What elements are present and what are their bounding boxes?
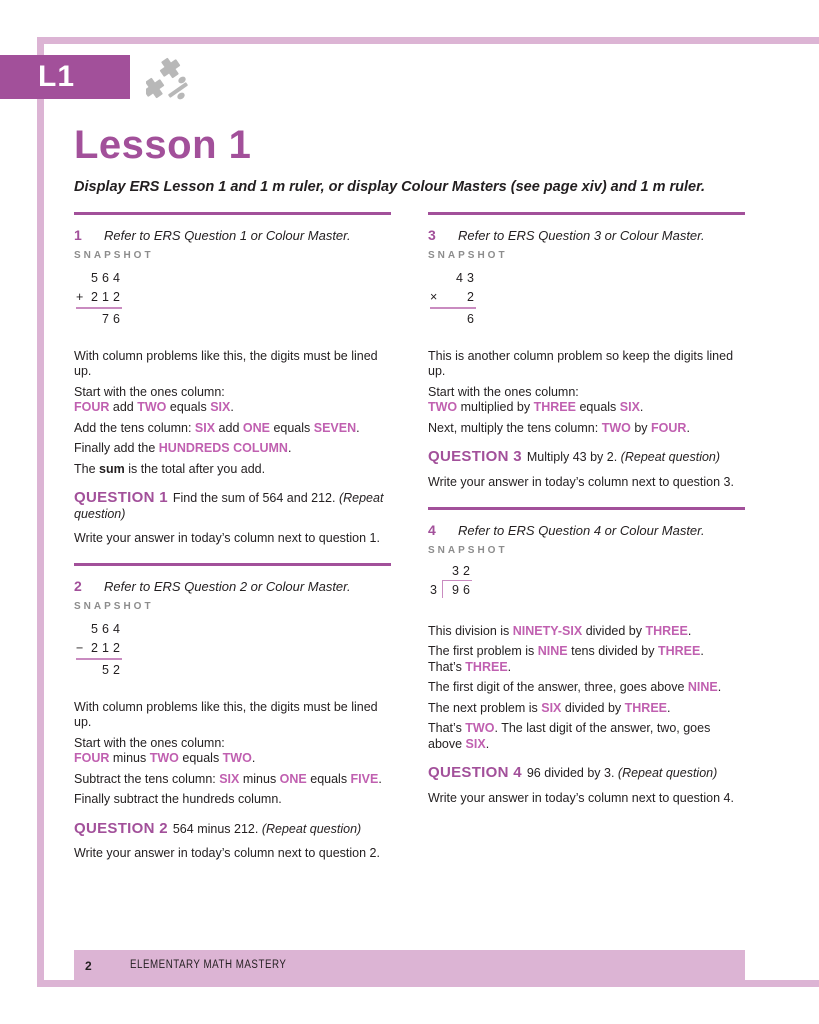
section-header [74, 227, 391, 243]
text-run: . [667, 700, 671, 715]
snapshot-label: SNAPSHOT [74, 250, 154, 261]
problem-result-row [76, 310, 122, 329]
digit: 4 [456, 271, 463, 285]
answer-line [430, 307, 476, 309]
operator-sign: + [76, 290, 84, 304]
highlighted-word: TWO [137, 400, 167, 414]
explanation-paragraph [74, 385, 391, 416]
text-run: tens divided by [567, 644, 658, 658]
section-header [428, 522, 745, 538]
answer-instruction: Write your answer in today’s column next to question 3. [428, 474, 734, 489]
question-text: 564 minus 212. [172, 821, 259, 836]
highlighted-word: TWO [601, 420, 631, 435]
text-run: . [485, 736, 490, 751]
question-label: QUESTION 2 [74, 819, 168, 837]
text-run: divided by [561, 700, 625, 715]
explanation-paragraph [74, 772, 391, 788]
digit: 1 [102, 290, 109, 304]
text-run: . [686, 420, 690, 435]
text-run: Finally subtract the hundreds column. [74, 792, 282, 806]
highlighted-word: FOUR [651, 420, 687, 435]
highlighted-word: ONE [242, 420, 270, 435]
section-header [428, 227, 745, 243]
digit: 4 [113, 271, 120, 285]
problem-top-row [430, 269, 476, 288]
digit: 2 [91, 641, 98, 655]
dividend [450, 583, 472, 597]
answer-instruction: Write your answer in today’s column next to question 1. [74, 531, 380, 545]
explanation-paragraph [74, 441, 391, 457]
question-prompt [74, 490, 391, 522]
quotient [450, 564, 472, 578]
digit: 9 [452, 582, 459, 597]
highlighted-word: SIX [541, 700, 562, 715]
text-run: . [356, 420, 360, 435]
question-text: Multiply 43 by 2. [526, 450, 618, 464]
highlighted-word: NINE [537, 644, 568, 658]
text-run: . [507, 659, 512, 674]
text-run: minus [239, 771, 280, 786]
explanation-paragraph [428, 701, 745, 717]
page-number: 2 [85, 959, 92, 973]
highlighted-word: SEVEN [313, 420, 357, 435]
repeat-question-note: (Repeat question) [620, 450, 721, 464]
section-number: 2 [74, 578, 82, 594]
question-label: QUESTION 1 [74, 489, 168, 506]
digit: 2 [467, 290, 474, 304]
answer-line [76, 307, 122, 309]
explanation-paragraph [74, 700, 391, 731]
digit: 1 [102, 641, 109, 655]
explanation-paragraph [74, 462, 391, 478]
digit: 5 [102, 662, 109, 677]
explanation-paragraph [428, 421, 745, 437]
highlighted-word: THREE [624, 700, 668, 715]
column-problem [430, 269, 476, 329]
section-divider [428, 212, 745, 215]
text-run: is the total after you add. [124, 461, 266, 476]
section-4 [428, 507, 745, 805]
section-1 [74, 212, 391, 545]
column-problem [76, 620, 122, 680]
section-divider [74, 212, 391, 215]
repeat-question-note: (Repeat question) [261, 821, 362, 836]
explanation-paragraph [428, 680, 745, 696]
section-number: 1 [74, 227, 82, 243]
text-run: Next, multiply the tens column: [428, 420, 602, 435]
explanation-paragraph [74, 792, 391, 808]
highlighted-word: THREE [645, 623, 688, 638]
text-run: . [687, 623, 692, 638]
text-run: With column problems like this, the digits must be lined up. [74, 348, 378, 378]
section-reference: Refer to ERS Question 2 or Colour Master. [104, 579, 351, 594]
digit: 6 [102, 271, 109, 285]
bold-term: sum [99, 461, 125, 476]
digit: 7 [102, 311, 109, 326]
question-label: QUESTION 3 [428, 448, 522, 465]
section-number: 4 [428, 521, 436, 538]
digit: 5 [91, 622, 98, 636]
text-run: add [109, 400, 138, 414]
question-label: QUESTION 4 [428, 764, 522, 781]
digit: 6 [467, 311, 474, 326]
problem-bottom-row [430, 288, 476, 307]
explanation-paragraph [74, 349, 391, 380]
digit: 3 [467, 271, 474, 285]
page-title: Lesson 1 [74, 123, 252, 167]
answer-line [76, 658, 122, 660]
text-run: . The last digit of the answer, two, goes above [428, 721, 711, 751]
text-run: This is another column problem so keep the digits lined up. [428, 348, 734, 378]
digit: 2 [113, 290, 120, 304]
text-run: The [74, 461, 100, 476]
question-text: Find the sum of 564 and 212. [172, 491, 336, 505]
question-prompt [428, 449, 745, 466]
digit: 5 [91, 271, 98, 285]
highlighted-word: THREE [533, 400, 576, 414]
text-run: . [287, 441, 292, 455]
text-run: . [230, 400, 234, 414]
text-run: . [717, 680, 722, 694]
highlighted-word: TWO [428, 400, 458, 414]
highlighted-word: FIVE [350, 771, 379, 786]
section-number: 3 [428, 227, 436, 243]
divisor: 3 [430, 582, 437, 597]
right-column [428, 212, 745, 805]
section-header [74, 578, 391, 594]
digit: 2 [113, 641, 120, 655]
digit: 2 [113, 662, 120, 677]
text-run: equals [178, 751, 223, 765]
explanation-paragraph [74, 736, 391, 767]
text-run: divided by [582, 623, 646, 638]
digit: 6 [102, 622, 109, 636]
column-problem [76, 269, 122, 329]
section-reference: Refer to ERS Question 4 or Colour Master. [458, 522, 705, 538]
text-run: Add the tens column: [74, 420, 195, 435]
question-prompt [428, 765, 745, 782]
highlighted-word: HUNDREDS COLUMN [158, 441, 288, 455]
highlighted-word: NINE [687, 680, 718, 694]
text-run: Finally add the [74, 441, 159, 455]
section-reference: Refer to ERS Question 1 or Colour Master. [104, 228, 351, 243]
explanation-paragraph [428, 385, 745, 416]
text-run: equals [575, 400, 620, 414]
explanation-paragraph [74, 421, 391, 437]
long-division-problem [430, 564, 490, 604]
text-run: . [251, 751, 256, 765]
highlighted-word: FOUR [74, 751, 110, 765]
highlighted-word: THREE [465, 659, 508, 674]
text-run: . [700, 644, 704, 658]
section-divider [74, 563, 391, 566]
digit: 3 [452, 563, 459, 578]
book-title: ELEMENTARY MATH MASTERY [130, 959, 287, 971]
section-3 [428, 212, 745, 489]
page-frame-top [37, 37, 819, 44]
text-run: That’s [428, 721, 466, 735]
highlighted-word: SIX [465, 736, 486, 751]
repeat-question-note: (Repeat question) [74, 491, 384, 521]
highlighted-word: TWO [465, 721, 495, 735]
math-operations-icon [146, 56, 196, 102]
operator-sign: − [76, 641, 84, 655]
problem-bottom-row [76, 288, 122, 307]
problem-result-row [76, 661, 122, 680]
highlighted-word: THREE [657, 644, 701, 658]
highlighted-word: NINETY-SIX [512, 623, 583, 638]
text-run: Start with the ones column: [428, 384, 579, 399]
explanation-paragraph [428, 721, 745, 752]
digit: 6 [113, 311, 120, 326]
highlighted-word: SIX [194, 420, 216, 435]
snapshot-label: SNAPSHOT [74, 601, 154, 612]
highlighted-word: ONE [279, 771, 307, 786]
text-run: The first problem is [428, 644, 538, 658]
page-frame-left [37, 37, 44, 987]
highlighted-word: TWO [149, 751, 179, 765]
page-frame-bottom [37, 980, 819, 987]
highlighted-word: TWO [222, 751, 252, 765]
repeat-question-note: (Repeat question) [617, 766, 718, 780]
text-run: equals [306, 771, 351, 786]
answer-instruction: Write your answer in today’s column next to question 2. [74, 846, 380, 860]
lesson-instructions: Display ERS Lesson 1 and 1 m ruler, or display Colour Masters (see page xiv) and 1 m ruler. [74, 179, 705, 195]
section-reference: Refer to ERS Question 3 or Colour Master. [458, 228, 705, 243]
text-run: Start with the ones column: [74, 384, 225, 399]
problem-result-row [430, 310, 476, 329]
highlighted-word: SIX [210, 400, 231, 414]
text-run: This division is [428, 623, 513, 638]
text-run: multiplied by [457, 400, 534, 414]
answer-instruction: Write your answer in today’s column next to question 4. [428, 790, 734, 805]
text-run: . [639, 400, 644, 414]
text-run: Subtract the tens column: [74, 771, 220, 786]
operator-sign: × [430, 290, 438, 304]
snapshot-label: SNAPSHOT [428, 250, 508, 261]
text-run: . [378, 771, 382, 786]
digit: 6 [463, 582, 470, 597]
text-run: The first digit of the answer, three, goes above [428, 680, 688, 694]
question-prompt [74, 821, 391, 838]
lesson-tab-label: L1 [38, 60, 76, 93]
digit: 2 [463, 563, 470, 578]
text-run: That’s [428, 659, 466, 674]
explanation-paragraph [428, 624, 745, 640]
text-run: minus [109, 751, 150, 765]
section-2 [74, 563, 391, 860]
text-run: Start with the ones column: [74, 735, 225, 750]
highlighted-word: SIX [619, 400, 640, 414]
explanation-paragraph [428, 349, 745, 380]
left-column [74, 212, 391, 860]
problem-top-row [76, 269, 122, 288]
problem-top-row [76, 620, 122, 639]
lesson-tab [0, 55, 130, 99]
digit: 2 [91, 290, 98, 304]
text-run: equals [166, 400, 211, 414]
text-run: equals [269, 420, 314, 435]
highlighted-word: SIX [219, 771, 240, 786]
digit: 4 [113, 622, 120, 636]
problem-bottom-row [76, 639, 122, 658]
snapshot-label: SNAPSHOT [428, 544, 508, 556]
explanation-paragraph [428, 644, 745, 675]
question-text: 96 divided by 3. [526, 766, 615, 780]
text-run: by [630, 420, 652, 435]
section-divider [428, 507, 745, 510]
text-run: The next problem is [428, 700, 542, 715]
text-run: With column problems like this, the digits must be lined up. [74, 699, 378, 729]
highlighted-word: FOUR [74, 400, 110, 414]
text-run: add [215, 420, 243, 435]
